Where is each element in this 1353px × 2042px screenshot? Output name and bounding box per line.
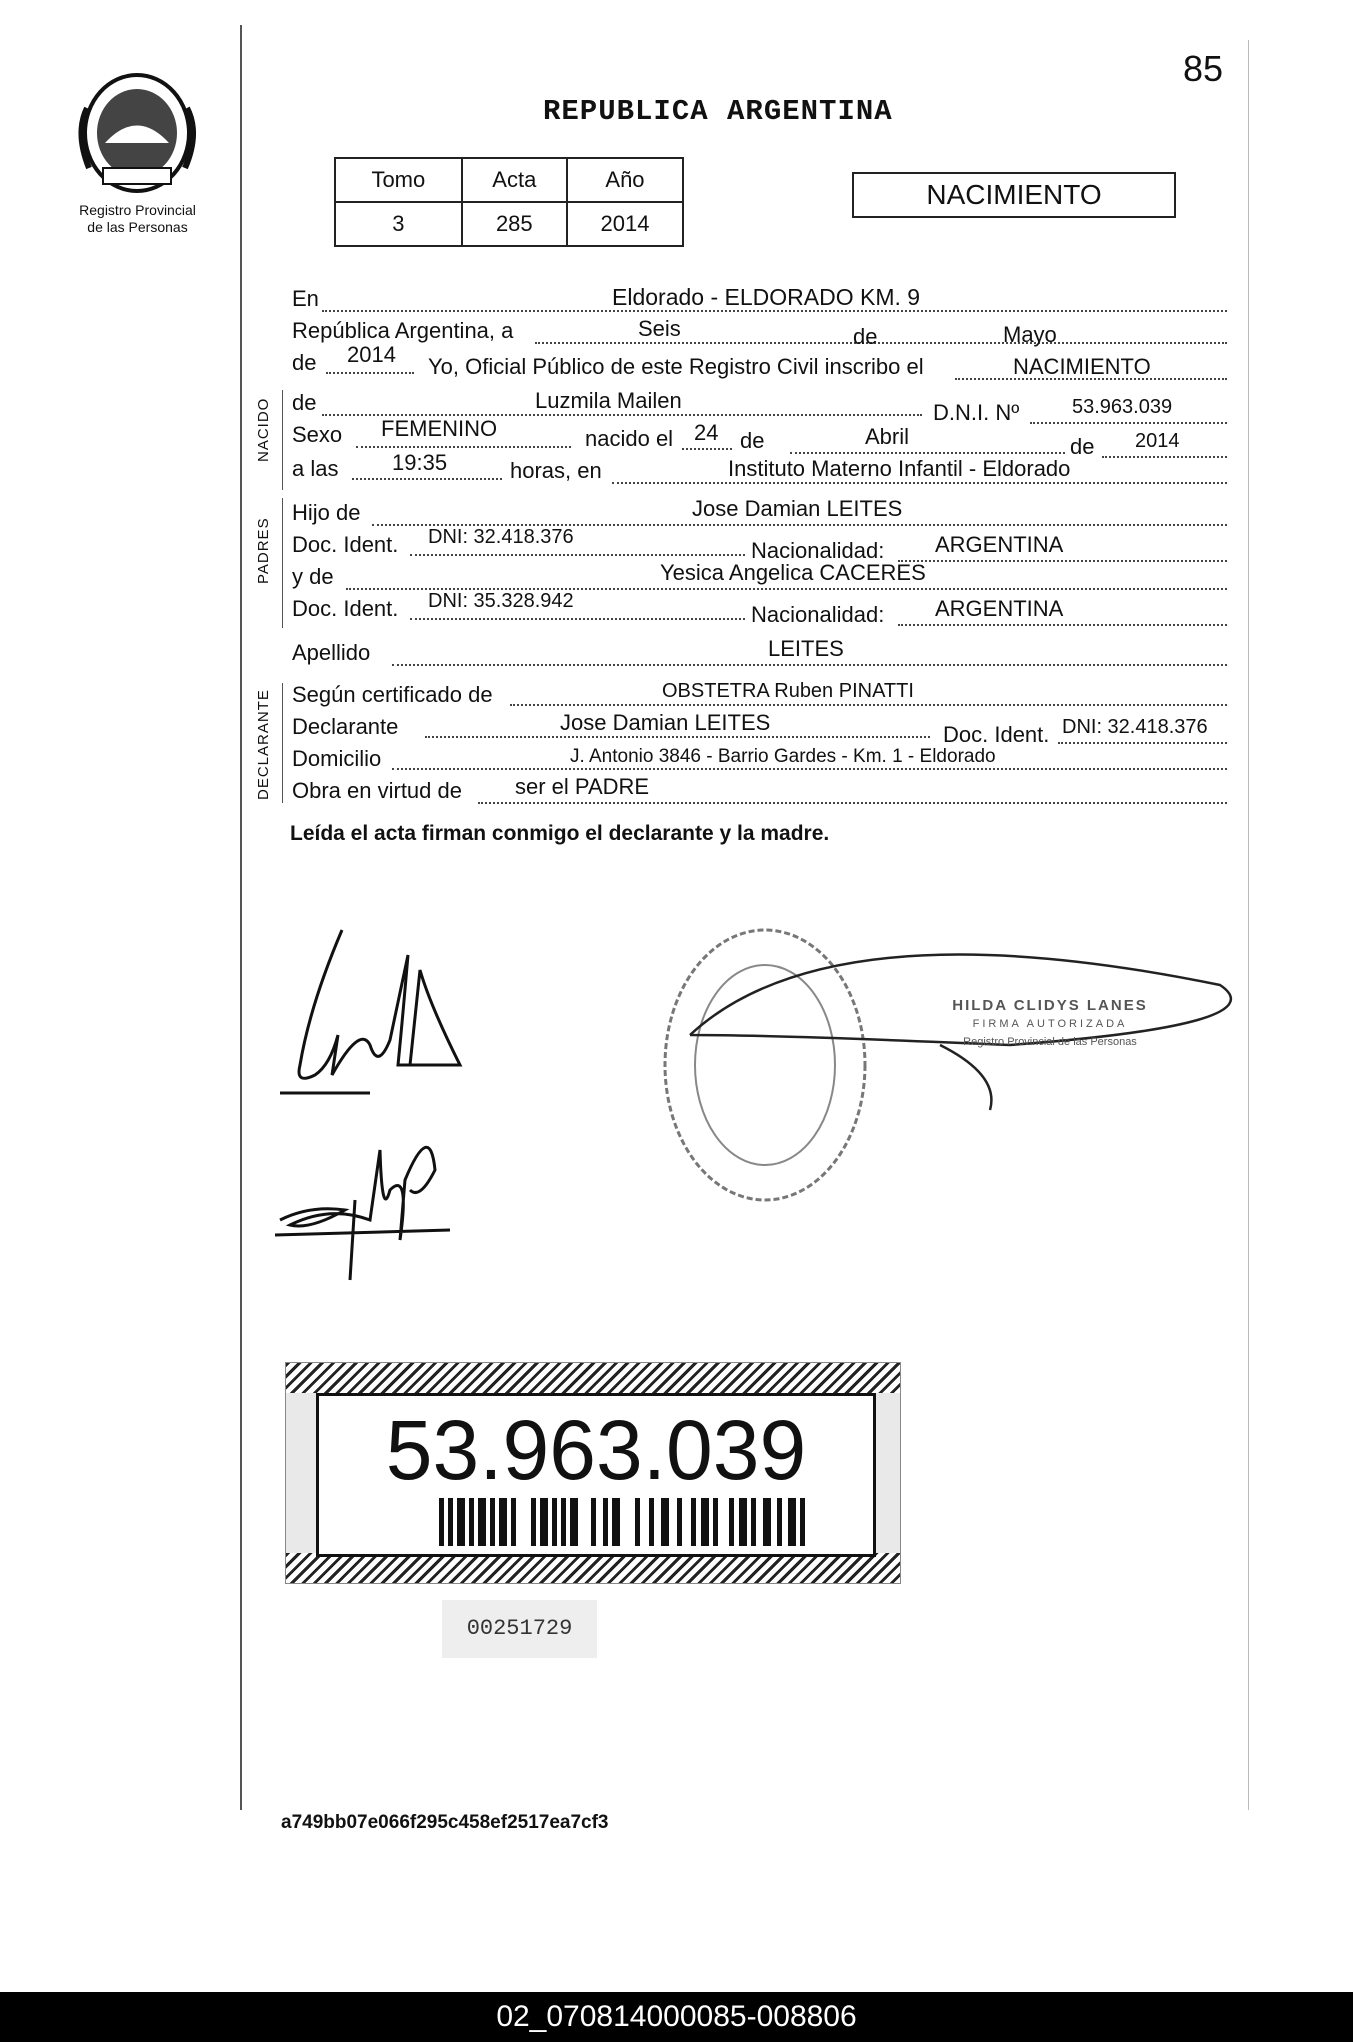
header-title: REPUBLICA ARGENTINA [543, 95, 893, 128]
madre-doc-label: Doc. Ident. [292, 596, 399, 621]
dni-dots [1030, 422, 1227, 424]
madre-nac-value: ARGENTINA [935, 596, 1064, 621]
nacido-anio: 2014 [1135, 430, 1180, 452]
lugar-dots [612, 482, 1227, 484]
inscribo-text: Yo, Oficial Público de este Registro Civil inscribo el [428, 354, 924, 379]
declarante-label: Declarante [292, 714, 399, 739]
declarante-value: Jose Damian LEITES [560, 710, 771, 735]
dia-value: Seis [638, 316, 681, 341]
record-table [334, 157, 684, 247]
apellido-label: Apellido [292, 640, 371, 665]
domicilio-value: J. Antonio 3846 - Barrio Gardes - Km. 1 - Eldorado [570, 746, 996, 767]
nombre-label: de [292, 390, 317, 415]
nacido-dia: 24 [694, 420, 719, 445]
obra-dots [478, 802, 1227, 804]
logo-caption: Registro Provincial de las Personas [79, 202, 196, 235]
madre-doc-dots [410, 618, 745, 620]
anio-value: 2014 [347, 342, 396, 367]
obra-value: ser el PADRE [515, 774, 650, 799]
segun-dots [510, 704, 1227, 706]
nacido-label: nacido el [585, 426, 674, 451]
side-label-declarante: DECLARANTE [255, 689, 272, 800]
bracket-nacido [282, 390, 283, 490]
dni-value: 53.963.039 [1072, 396, 1173, 418]
security-pattern-top [286, 1363, 900, 1393]
nacido-mes: Abril [865, 424, 910, 449]
hora-value: 19:35 [392, 450, 448, 475]
barcode-icon [439, 1498, 809, 1546]
security-pattern-bottom [286, 1553, 900, 1583]
sexo-value: FEMENINO [381, 416, 498, 441]
bracket-declarante [282, 683, 283, 803]
padre-nac-dots [898, 560, 1227, 562]
declarante-dots [425, 736, 930, 738]
table-cell-tomo: 3 [335, 202, 462, 246]
segun-label: Según certificado de [292, 682, 493, 707]
footer-id: 02_070814000085-008806 [0, 1992, 1353, 2042]
table-header-anio: Año [567, 158, 683, 202]
page-number: 85 [1183, 48, 1224, 89]
decl-doc-value: DNI: 32.418.376 [1062, 716, 1208, 738]
republica-dots [535, 342, 1227, 344]
nacido-mes-dots [790, 452, 1065, 454]
anio-dots [326, 372, 414, 374]
table-cell-anio: 2014 [567, 202, 683, 246]
serial-number: 00251729 [442, 1600, 597, 1658]
decl-doc-label: Doc. Ident. [943, 722, 1050, 747]
yde-label: y de [292, 564, 334, 589]
logo-seal [75, 68, 200, 198]
closing-text: Leída el acta firman conmigo el declarante y la madre. [290, 822, 830, 845]
decl-doc-dots [1058, 742, 1227, 744]
madre-doc-value: DNI: 35.328.942 [428, 590, 574, 612]
inscribo-value: NACIMIENTO [1013, 354, 1151, 379]
en-value: Eldorado - ELDORADO KM. 9 [612, 284, 921, 310]
nacido-dia-dots [682, 448, 732, 450]
apellido-value: LEITES [768, 636, 844, 661]
dni-barcode-label [285, 1362, 901, 1584]
signature-madre [270, 1110, 470, 1290]
padre-doc-label: Doc. Ident. [292, 532, 399, 557]
lugar-value: Instituto Materno Infantil - Eldorado [728, 456, 1071, 481]
segun-value: OBSTETRA Ruben PINATTI [662, 680, 914, 702]
type-box: NACIMIENTO [852, 172, 1176, 218]
hora-dots [352, 478, 502, 480]
left-margin-line [240, 25, 242, 1810]
stamp-officer: HILDA CLIDYS LANES FIRMA AUTORIZADA Registro Provincial de las Personas [952, 997, 1148, 1048]
padre-nac-label: Nacionalidad: [751, 538, 885, 563]
table-cell-acta: 285 [462, 202, 567, 246]
mes-value: Mayo [1003, 322, 1057, 347]
de-label-2: de [292, 350, 317, 375]
table-header-acta: Acta [462, 158, 567, 202]
document-hash: a749bb07e066f295c458ef2517ea7cf3 [281, 1812, 609, 1833]
hijo-label: Hijo de [292, 500, 361, 525]
padre-doc-dots [410, 554, 745, 556]
padre-nac-value: ARGENTINA [935, 532, 1064, 557]
domicilio-label: Domicilio [292, 746, 382, 771]
table-header-tomo: Tomo [335, 158, 462, 202]
madre-value: Yesica Angelica CACERES [660, 560, 926, 585]
alas-label: a las [292, 456, 339, 481]
horas-label: horas, en [510, 458, 602, 483]
bracket-padres [282, 498, 283, 628]
nombre-value: Luzmila Mailen [535, 388, 682, 413]
sexo-dots [356, 446, 571, 448]
padre-value: Jose Damian LEITES [692, 496, 903, 521]
side-label-padres: PADRES [255, 517, 272, 584]
signature-declarante [270, 925, 470, 1105]
madre-nac-label: Nacionalidad: [751, 602, 885, 627]
en-label: En [292, 286, 319, 311]
domicilio-dots [392, 768, 1227, 770]
barcode-inner [316, 1393, 876, 1557]
apellido-dots [392, 664, 1227, 666]
nacido-de-1: de [740, 428, 765, 453]
barcode-number: 53.963.039 [385, 1403, 807, 1497]
dni-label: D.N.I. Nº [933, 400, 1020, 425]
obra-label: Obra en virtud de [292, 778, 462, 803]
de-label: de [853, 324, 878, 349]
nacido-anio-dots [1102, 456, 1227, 458]
madre-nac-dots [898, 624, 1227, 626]
nacido-de-2: de [1070, 434, 1095, 459]
sexo-label: Sexo [292, 422, 343, 447]
side-label-nacido: NACIDO [255, 397, 272, 462]
republica-label: República Argentina, a [292, 318, 514, 343]
padre-doc-value: DNI: 32.418.376 [428, 526, 574, 548]
